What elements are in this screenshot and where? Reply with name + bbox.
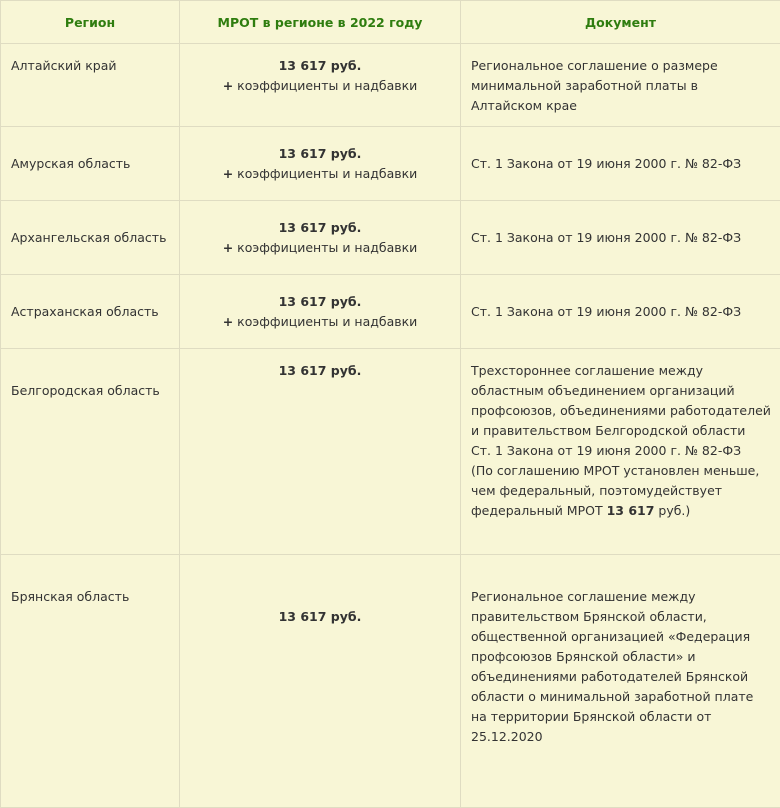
document-cell <box>461 44 780 127</box>
extra-text: коэффициенты и надбавки <box>233 314 417 329</box>
mrot-cell <box>180 201 461 275</box>
extra-text: коэффициенты и надбавки <box>233 166 417 181</box>
document-cell <box>461 127 780 201</box>
table-row <box>1 349 780 555</box>
mrot-cell <box>180 127 461 201</box>
header-region: Регион <box>1 1 180 44</box>
document-cell <box>461 275 780 349</box>
extra-text: коэффициенты и надбавки <box>233 240 417 255</box>
mrot-amount: 13 617 руб. <box>190 218 450 238</box>
mrot-cell <box>180 555 461 808</box>
mrot-cell <box>180 349 461 555</box>
table-row <box>1 127 780 201</box>
document-cell <box>461 349 780 555</box>
mrot-amount: 13 617 руб. <box>190 56 450 76</box>
header-document: Документ <box>461 1 780 44</box>
table-row <box>1 555 780 808</box>
document-text: Ст. 1 Закона от 19 июня 2000 г. № 82-ФЗ <box>471 302 772 322</box>
document-text: Трехстороннее соглашение между областным объединением организаций профсоюзов, объединениями работодателей и правительством Белгородской области <box>471 361 772 441</box>
note-suffix: руб.) <box>654 503 690 518</box>
region-cell: Архангельская область <box>1 201 180 275</box>
mrot-amount: 13 617 руб. <box>190 292 450 312</box>
table-header-row <box>1 1 780 44</box>
mrot-cell <box>180 44 461 127</box>
table-row <box>1 275 780 349</box>
region-cell: Белгородская область <box>1 349 180 555</box>
document-text: Ст. 1 Закона от 19 июня 2000 г. № 82-ФЗ <box>471 228 772 248</box>
plus-sign: + <box>223 314 233 329</box>
mrot-amount: 13 617 руб. <box>190 607 450 627</box>
document-law-text: Ст. 1 Закона от 19 июня 2000 г. № 82-ФЗ <box>471 441 772 461</box>
document-text: Ст. 1 Закона от 19 июня 2000 г. № 82-ФЗ <box>471 154 772 174</box>
extra-text: коэффициенты и надбавки <box>233 78 417 93</box>
mrot-amount: 13 617 руб. <box>190 361 450 381</box>
region-cell: Брянская область <box>1 555 180 808</box>
note-prefix: (По соглашению МРОТ установлен меньше, чем федеральный, поэтомудействует федеральный МРОТ <box>471 463 759 518</box>
document-note <box>471 461 772 521</box>
region-cell: Амурская область <box>1 127 180 201</box>
plus-sign: + <box>223 78 233 93</box>
table-row <box>1 44 780 127</box>
note-amount: 13 617 <box>607 503 655 518</box>
plus-sign: + <box>223 240 233 255</box>
header-mrot: МРОТ в регионе в 2022 году <box>180 1 461 44</box>
plus-sign: + <box>223 166 233 181</box>
document-text: Региональное соглашение между правительством Брянской области, общественной организацией «Федерация профсоюзов Брянской области» и объединениями работодателей Брянской области о минимальной заработной плате на территории Брянской области от 25.12.2020 <box>471 587 772 747</box>
document-cell <box>461 201 780 275</box>
region-cell: Астраханская область <box>1 275 180 349</box>
region-cell: Алтайский край <box>1 44 180 127</box>
mrot-cell <box>180 275 461 349</box>
mrot-amount: 13 617 руб. <box>190 144 450 164</box>
table-row <box>1 201 780 275</box>
document-cell <box>461 555 780 808</box>
document-text: Региональное соглашение о размере минимальной заработной платы в Алтайском крае <box>471 56 772 116</box>
